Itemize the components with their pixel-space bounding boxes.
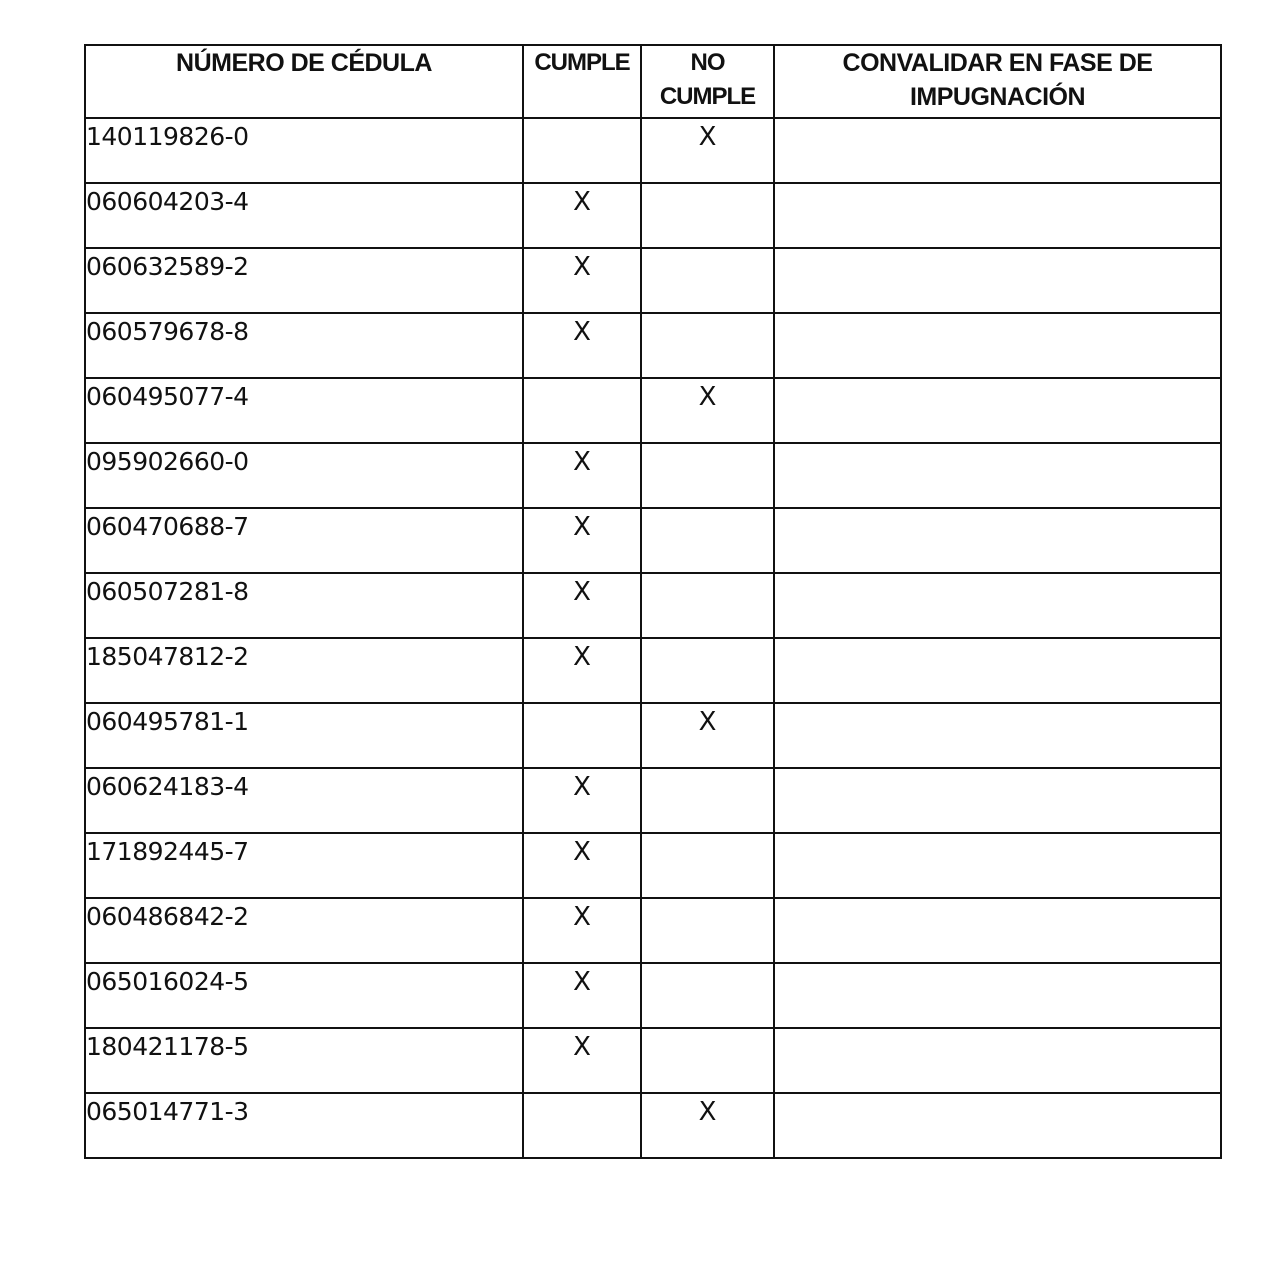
- no-cumple-cell: X: [641, 118, 774, 183]
- convalidar-cell: [774, 1093, 1221, 1158]
- cumple-cell: X: [523, 313, 641, 378]
- cumple-cell: X: [523, 183, 641, 248]
- cumple-cell: [523, 378, 641, 443]
- header-cedula: NÚMERO DE CÉDULA: [85, 45, 523, 118]
- cumple-cell: X: [523, 833, 641, 898]
- table-row: [85, 638, 1221, 703]
- convalidar-cell: [774, 508, 1221, 573]
- no-cumple-cell: [641, 963, 774, 1028]
- table-row: [85, 118, 1221, 183]
- no-cumple-cell: X: [641, 703, 774, 768]
- table-row: [85, 1028, 1221, 1093]
- table-row: [85, 833, 1221, 898]
- convalidar-cell: [774, 118, 1221, 183]
- cumple-cell: X: [523, 508, 641, 573]
- cedula-cell: 060604203-4: [85, 183, 523, 248]
- table-header: [85, 45, 1221, 118]
- cumple-cell: X: [523, 573, 641, 638]
- cumple-cell: [523, 1093, 641, 1158]
- header-convalidar: CONVALIDAR EN FASE DE IMPUGNACIÓN: [774, 45, 1221, 118]
- no-cumple-cell: [641, 833, 774, 898]
- no-cumple-cell: [641, 638, 774, 703]
- cumple-cell: X: [523, 768, 641, 833]
- convalidar-cell: [774, 183, 1221, 248]
- cedula-cell: 185047812-2: [85, 638, 523, 703]
- cumple-cell: X: [523, 963, 641, 1028]
- cedula-cell: 060624183-4: [85, 768, 523, 833]
- header-no-cumple: NO CUMPLE: [641, 45, 774, 118]
- cedula-cell: 065014771-3: [85, 1093, 523, 1158]
- no-cumple-cell: [641, 183, 774, 248]
- no-cumple-cell: [641, 443, 774, 508]
- no-cumple-cell: [641, 313, 774, 378]
- convalidar-cell: [774, 638, 1221, 703]
- convalidar-cell: [774, 768, 1221, 833]
- cedula-cell: 180421178-5: [85, 1028, 523, 1093]
- cumple-cell: X: [523, 1028, 641, 1093]
- results-table: [84, 44, 1222, 1159]
- table-row: [85, 703, 1221, 768]
- cedula-cell: 060470688-7: [85, 508, 523, 573]
- cedula-cell: 060495781-1: [85, 703, 523, 768]
- table-body: [85, 118, 1221, 1158]
- table-row: [85, 443, 1221, 508]
- convalidar-cell: [774, 573, 1221, 638]
- header-cumple: CUMPLE: [523, 45, 641, 118]
- convalidar-cell: [774, 963, 1221, 1028]
- no-cumple-cell: [641, 768, 774, 833]
- table-row: [85, 768, 1221, 833]
- convalidar-cell: [774, 833, 1221, 898]
- cedula-cell: 060632589-2: [85, 248, 523, 313]
- table-row: [85, 313, 1221, 378]
- table-row: [85, 378, 1221, 443]
- convalidar-cell: [774, 248, 1221, 313]
- cedula-cell: 065016024-5: [85, 963, 523, 1028]
- no-cumple-cell: [641, 248, 774, 313]
- cedula-cell: 060486842-2: [85, 898, 523, 963]
- cedula-cell: 171892445-7: [85, 833, 523, 898]
- cedula-cell: 060495077-4: [85, 378, 523, 443]
- header-row: [85, 45, 1221, 118]
- no-cumple-cell: [641, 508, 774, 573]
- cedula-cell: 140119826-0: [85, 118, 523, 183]
- table-row: [85, 183, 1221, 248]
- cumple-cell: [523, 703, 641, 768]
- table-row: [85, 898, 1221, 963]
- convalidar-cell: [774, 898, 1221, 963]
- convalidar-cell: [774, 443, 1221, 508]
- convalidar-cell: [774, 313, 1221, 378]
- table-row: [85, 1093, 1221, 1158]
- cumple-cell: X: [523, 638, 641, 703]
- no-cumple-cell: X: [641, 378, 774, 443]
- convalidar-cell: [774, 703, 1221, 768]
- no-cumple-cell: [641, 898, 774, 963]
- cedula-cell: 060507281-8: [85, 573, 523, 638]
- cedula-cell: 060579678-8: [85, 313, 523, 378]
- table-row: [85, 248, 1221, 313]
- cumple-cell: X: [523, 443, 641, 508]
- table-row: [85, 963, 1221, 1028]
- convalidar-cell: [774, 1028, 1221, 1093]
- table-row: [85, 573, 1221, 638]
- no-cumple-cell: X: [641, 1093, 774, 1158]
- table-row: [85, 508, 1221, 573]
- cedula-cell: 095902660-0: [85, 443, 523, 508]
- cumple-cell: X: [523, 248, 641, 313]
- cumple-cell: [523, 118, 641, 183]
- no-cumple-cell: [641, 1028, 774, 1093]
- no-cumple-cell: [641, 573, 774, 638]
- convalidar-cell: [774, 378, 1221, 443]
- cumple-cell: X: [523, 898, 641, 963]
